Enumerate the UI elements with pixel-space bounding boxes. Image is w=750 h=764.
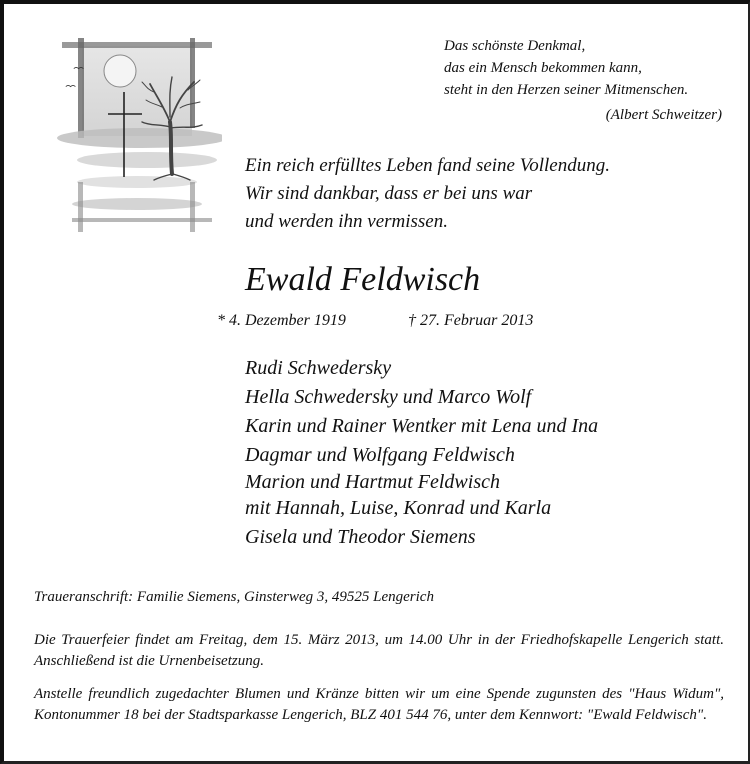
epigraph-quote [444,35,722,126]
life-dates [217,310,534,332]
death-date: † 27. Februar 2013 [408,312,534,329]
verse-line: Wir sind dankbar, dass er bei uns war [245,183,533,204]
quote-line: steht in den Herzen seiner Mitmenschen. [444,82,689,98]
memorial-illustration [42,32,222,232]
quote-line: Das schönste Denkmal, [444,38,586,54]
quote-line: das ein Mensch bekommen kann, [444,60,642,76]
memorial-verse [245,152,610,236]
funeral-info: Die Trauerfeier findet am Freitag, dem 15. März 2013, um 14.00 Uhr in der Friedhofskapelle Lengerich statt. Anschließend ist die Urnenbeisetzung. [34,632,724,669]
donation-info: Anstelle freundlich zugedachter Blumen und Kränze bitten wir um eine Spende zugunsten des "Haus Widum", Kontonummer 18 bei der Stadtsparkasse Lengerich, BLZ 401 544 76, unter dem Kennwort: "Ewald Feldwisch". [34,686,724,723]
mourner-line: Hella Schwedersky und Marco Wolf [245,386,532,408]
quote-author: (Albert Schweitzer) [605,107,722,123]
mourner-line: Marion und Hartmut Feldwisch [245,471,500,493]
mourners-list [245,354,598,552]
verse-line: und werden ihn vermissen. [245,211,448,232]
mourner-line: Gisela und Theodor Siemens [245,526,476,548]
mourning-address: Traueranschrift: Familie Siemens, Ginsterweg 3, 49525 Lengerich [34,589,434,605]
birth-date: * 4. Dezember 1919 [217,312,346,329]
verse-line: Ein reich erfülltes Leben fand seine Vollendung. [245,155,610,176]
window-tree-cross-icon [42,32,222,232]
mourner-line: Rudi Schwedersky [245,357,392,379]
mourner-line: Dagmar und Wolfgang Feldwisch [245,444,515,466]
mourner-line: Karin und Rainer Wentker mit Lena und Ina [245,415,599,437]
mourner-line: mit Hannah, Luise, Konrad und Karla [245,497,552,519]
deceased-name: Ewald Feldwisch [245,261,481,298]
